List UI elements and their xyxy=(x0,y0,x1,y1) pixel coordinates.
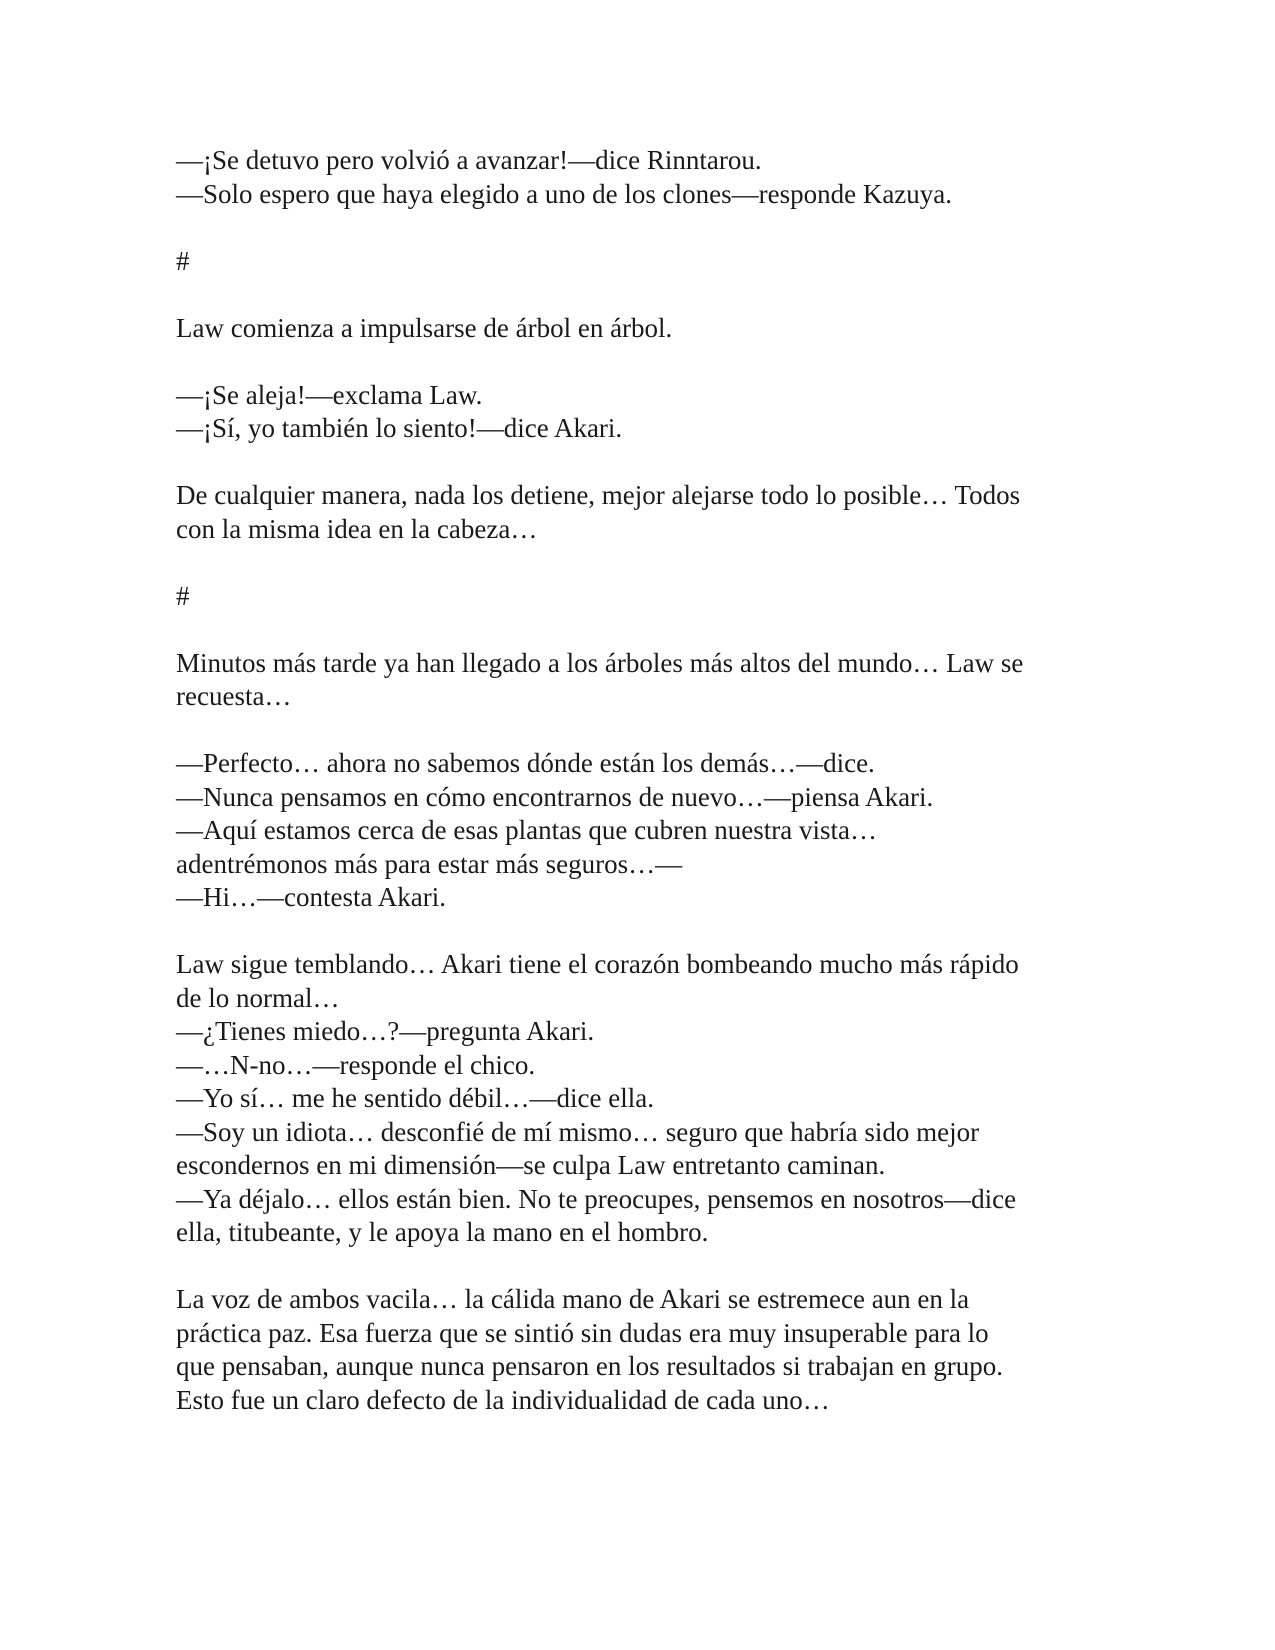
text-line: Law sigue temblando… Akari tiene el corazón bombeando mucho más rápido xyxy=(176,949,1019,979)
text-line: recuesta… xyxy=(176,681,292,711)
text-line: con la misma idea en la cabeza… xyxy=(176,513,538,544)
text-line: —Solo espero que haya elegido a uno de los clones—responde Kazuya. xyxy=(176,178,953,209)
blank-line xyxy=(176,211,1106,245)
blank-line xyxy=(176,446,1106,480)
blank-line xyxy=(176,714,1106,748)
scene-break: # xyxy=(176,580,190,611)
text-line: —¡Se detuvo pero volvió a avanzar!—dice Rinntarou. xyxy=(176,145,762,175)
blank-line xyxy=(176,915,1106,949)
text-line: —Soy un idiota… desconfié de mí mismo… seguro que habría sido mejor xyxy=(176,1116,980,1147)
text-line: —Hi…—contesta Akari. xyxy=(176,882,446,912)
text-line: —Perfecto… ahora no sabemos dónde están los demás…—dice. xyxy=(176,748,875,778)
text-line: adentrémonos más para estar más seguros…— xyxy=(176,848,683,879)
text-line: —¡Se aleja!—exclama Law. xyxy=(176,379,483,410)
blank-line xyxy=(176,613,1106,647)
text-line: Law comienza a impulsarse de árbol en árbol. xyxy=(176,312,673,343)
text-line: —Yo sí… me he sentido débil…—dice ella. xyxy=(176,1083,654,1113)
scene-break: # xyxy=(176,245,190,276)
text-line: La voz de ambos vacila… la cálida mano de Akari se estremece aun en la xyxy=(176,1284,970,1314)
text-line: —Nunca pensamos en cómo encontrarnos de nuevo…—piensa Akari. xyxy=(176,781,934,812)
text-line: De cualquier manera, nada los detiene, mejor alejarse todo lo posible… Todos xyxy=(176,480,1021,510)
text-line: práctica paz. Esa fuerza que se sintió sin dudas era muy insuperable para lo xyxy=(176,1317,989,1348)
blank-line xyxy=(176,278,1106,312)
text-line: —…N-no…—responde el chico. xyxy=(176,1049,536,1080)
text-line: Esto fue un claro defecto de la individualidad de cada uno… xyxy=(176,1384,830,1415)
text-line: —Aquí estamos cerca de esas plantas que cubren nuestra vista… xyxy=(176,815,878,845)
blank-line xyxy=(176,345,1106,379)
document-body xyxy=(176,144,1106,1417)
blank-line xyxy=(176,546,1106,580)
text-line: que pensaban, aunque nunca pensaron en los resultados si trabajan en grupo. xyxy=(176,1351,1003,1381)
text-line: —Ya déjalo… ellos están bien. No te preocupes, pensemos en nosotros—dice xyxy=(176,1183,1017,1214)
text-line: ella, titubeante, y le apoya la mano en el hombro. xyxy=(176,1217,709,1247)
text-line: Minutos más tarde ya han llegado a los árboles más altos del mundo… Law se xyxy=(176,647,1024,678)
text-line: —¿Tienes miedo…?—pregunta Akari. xyxy=(176,1016,595,1046)
text-line: escondernos en mi dimensión—se culpa Law entretanto caminan. xyxy=(176,1150,886,1180)
text-line: de lo normal… xyxy=(176,982,340,1013)
blank-line xyxy=(176,1250,1106,1284)
text-line: —¡Sí, yo también lo siento!—dice Akari. xyxy=(176,413,623,443)
